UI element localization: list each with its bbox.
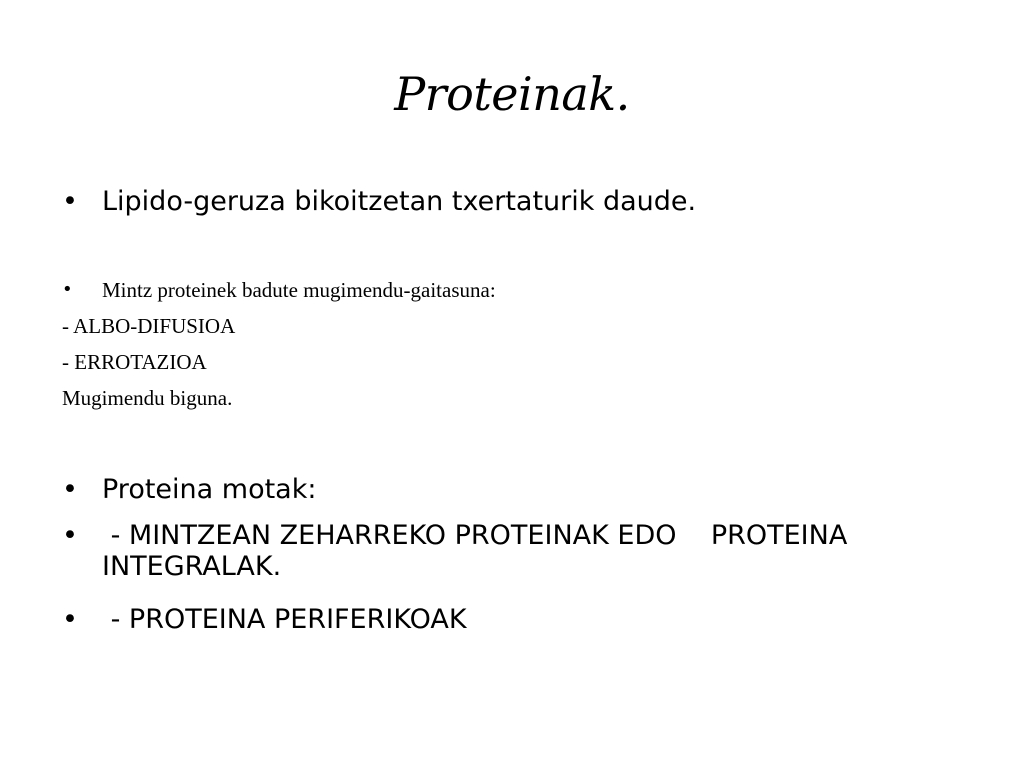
bullet-text-line1: - MINTZEAN ZEHARREKO PROTEINAK EDO PROTEINA bbox=[102, 520, 848, 551]
bullet-item-integralak bbox=[0, 520, 1024, 586]
bullet-text: Proteina motak: bbox=[102, 474, 317, 505]
bullet-text: Mintz proteinek badute mugimendu-gaitasuna: bbox=[102, 278, 496, 302]
text-line-errotazioa: - ERROTAZIOA bbox=[62, 350, 207, 374]
bullet-icon: • bbox=[62, 186, 78, 217]
bullet-text: Lipido-geruza bikoitzetan txertaturik daude. bbox=[102, 186, 697, 217]
bullet-item-periferikoak bbox=[0, 604, 1024, 638]
bullet-icon: • bbox=[62, 520, 78, 551]
bullet-icon: • bbox=[62, 474, 78, 505]
text-line-mugimendu-biguna: Mugimendu biguna. bbox=[62, 386, 233, 410]
bullet-item-lipido bbox=[0, 186, 1024, 220]
bullet-text-line2: INTEGRALAK. bbox=[102, 551, 282, 582]
text-line-albo-difusioa: - ALBO-DIFUSIOA bbox=[62, 314, 236, 338]
bullet-item-mintz bbox=[0, 278, 1024, 304]
slide-title: Proteinak. bbox=[394, 67, 630, 121]
bullet-icon: • bbox=[62, 604, 78, 635]
bullet-icon: • bbox=[62, 279, 73, 300]
bullet-text: - PROTEINA PERIFERIKOAK bbox=[102, 604, 467, 635]
bullet-item-proteina-motak bbox=[0, 474, 1024, 508]
